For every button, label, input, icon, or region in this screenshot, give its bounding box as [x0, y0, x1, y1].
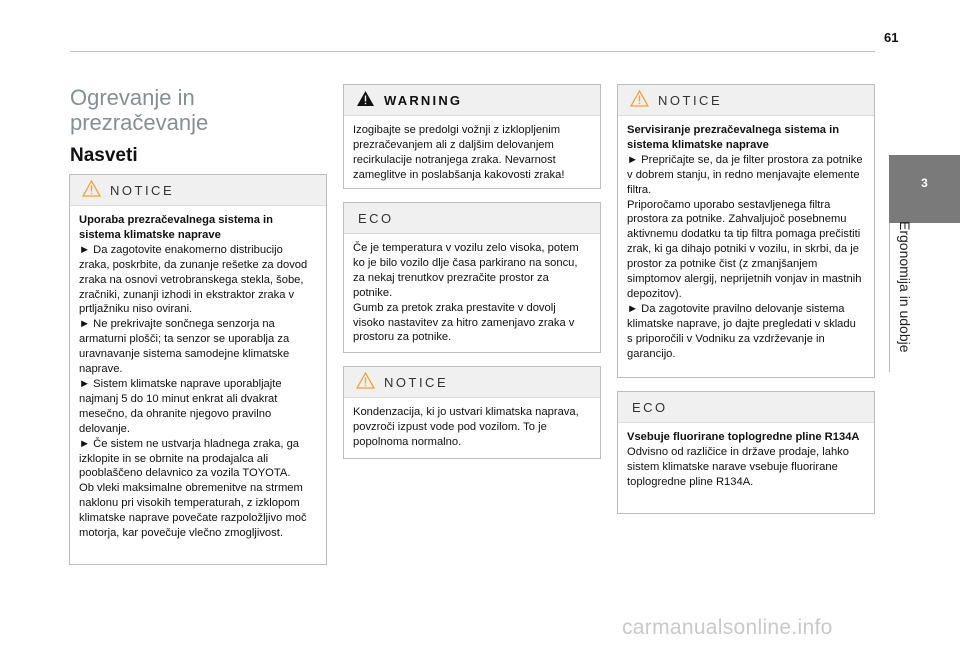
notice-label: NOTICE — [110, 183, 175, 198]
notice-label: NOTICE — [384, 375, 449, 390]
eco-box-refrigerant — [617, 391, 875, 514]
warning-triangle-icon — [82, 180, 101, 197]
notice-body — [618, 116, 874, 370]
notice-heading: Uporaba prezračevalnega sistema in sistema klimatske naprave — [79, 214, 274, 241]
notice-line: ► Če sistem ne ustvarja hladnega zraka, ga izklopite in se obrnite na prodajalca ali pooblaščeno delavnico za vozila TOYOTA. — [79, 437, 300, 480]
eco-box-ventilation — [343, 202, 601, 353]
eco-header — [344, 203, 600, 234]
eco-body — [344, 234, 600, 353]
eco-label: ECO — [632, 400, 668, 415]
notice-body — [70, 206, 326, 549]
eco-line: Gumb za pretok zraka prestavite v dovolj visoko nastavitev za hitro zamenjavo zraka v prostoru za potnike. — [353, 301, 575, 344]
notice-label: NOTICE — [658, 93, 723, 108]
warning-triangle-icon — [356, 90, 375, 107]
notice-box-servicing — [617, 84, 875, 378]
warning-label: WARNING — [384, 93, 463, 108]
notice-line: Priporočamo uporabo sestavljenega filtra prostora za potnike. Zahvaljujoč posebnemu aktivnemu dodatku ta tip filtra pomaga prečistiti zrak, ki ga dihajo potniki v vozilu, in skrbi, da je prostor za potnike čist (z zmanjšanjem simptomov alergij, neprijetnih vonjav in mastnih depozitov). — [627, 198, 862, 300]
eco-line: Če je temperatura v vozilu zelo visoka, potem ko je bilo vozilo dlje časa parkirano na soncu, za nekaj trenutkov prezračite prostor za potnike. — [353, 242, 579, 299]
section-title: Ogrevanje in prezračevanje — [70, 85, 209, 135]
warning-header — [344, 85, 600, 116]
notice-line: ► Sistem klimatske naprave uporabljajte najmanj 5 do 10 minut enkrat ali dvakrat mesečno, da ohranite njegovo pravilno delovanje. — [79, 377, 282, 435]
chapter-divider — [889, 223, 890, 372]
chapter-title: Ergonomija in udobje — [897, 221, 913, 353]
notice-header — [618, 85, 874, 116]
eco-heading: Vsebuje fluorirane toplogredne pline R134A — [627, 431, 860, 443]
notice-line: ► Da zagotovite pravilno delovanje sistema klimatske naprave, jo dajte pregledati v skladu s priporočili v Vodniku za vzdrževanje in garancijo. — [627, 302, 856, 360]
warning-text: Izogibajte se predolgi vožnji z izklopljenim prezračevanjem ali z daljšim delovanjem recirkulacije notranjega zraka. Nevarnost zameglitve in poslabšanja kakovosti zraka! — [353, 124, 565, 181]
header-divider — [70, 51, 875, 52]
warning-triangle-icon — [630, 90, 649, 107]
notice-line: Ob vleki maksimalne obremenitve na strmem naklonu pri visokih temperaturah, z izklopom klimatske naprave povečate razpoložljivo moč motorja, kar povečuje vlečno zmogljivost. — [79, 482, 307, 540]
page-number: 61 — [884, 30, 899, 45]
warning-box — [343, 84, 601, 189]
watermark-text: carmanualsonline.info — [622, 616, 833, 639]
notice-body — [344, 398, 600, 458]
notice-box-condensation — [343, 366, 601, 459]
notice-header — [344, 367, 600, 398]
notice-box-usage — [69, 174, 327, 565]
chapter-tab — [889, 155, 960, 223]
notice-header — [70, 175, 326, 206]
warning-body — [344, 116, 600, 191]
notice-line: ► Prepričajte se, da je filter prostora za potnike v dobrem stanju, in redno menjavajte elemente filtra. — [627, 153, 863, 196]
subsection-title: Nasveti — [70, 145, 138, 166]
notice-line: Kondenzacija, ki jo ustvari klimatska naprava, povzroči izpust vode pod vozilom. To je popolnoma normalno. — [353, 406, 579, 448]
eco-body — [618, 423, 874, 498]
chapter-number: 3 — [921, 176, 928, 190]
eco-label: ECO — [358, 211, 394, 226]
warning-triangle-icon — [356, 372, 375, 389]
notice-line: ► Ne prekrivajte sončnega senzorja na armaturni plošči; ta senzor se uporablja za uravnavanje sistema samodejne klimatske naprave. — [79, 318, 290, 376]
notice-line: ► Da zagotovite enakomerno distribucijo zraka, poskrbite, da zunanje rešetke za dovod zraka na osnovi vetrobranskega stekla, šobe, zračniki, zunanji izhodi in ekstraktor zraka v prtljažniku niso ovirani. — [79, 243, 308, 316]
eco-header — [618, 392, 874, 423]
eco-line: Odvisno od različice in države prodaje, lahko sistem klimatske narave vsebuje fluorirane toplogredne pline R134A. — [627, 445, 850, 488]
notice-heading: Servisiranje prezračevalnega sistema in sistema klimatske naprave — [627, 124, 840, 151]
